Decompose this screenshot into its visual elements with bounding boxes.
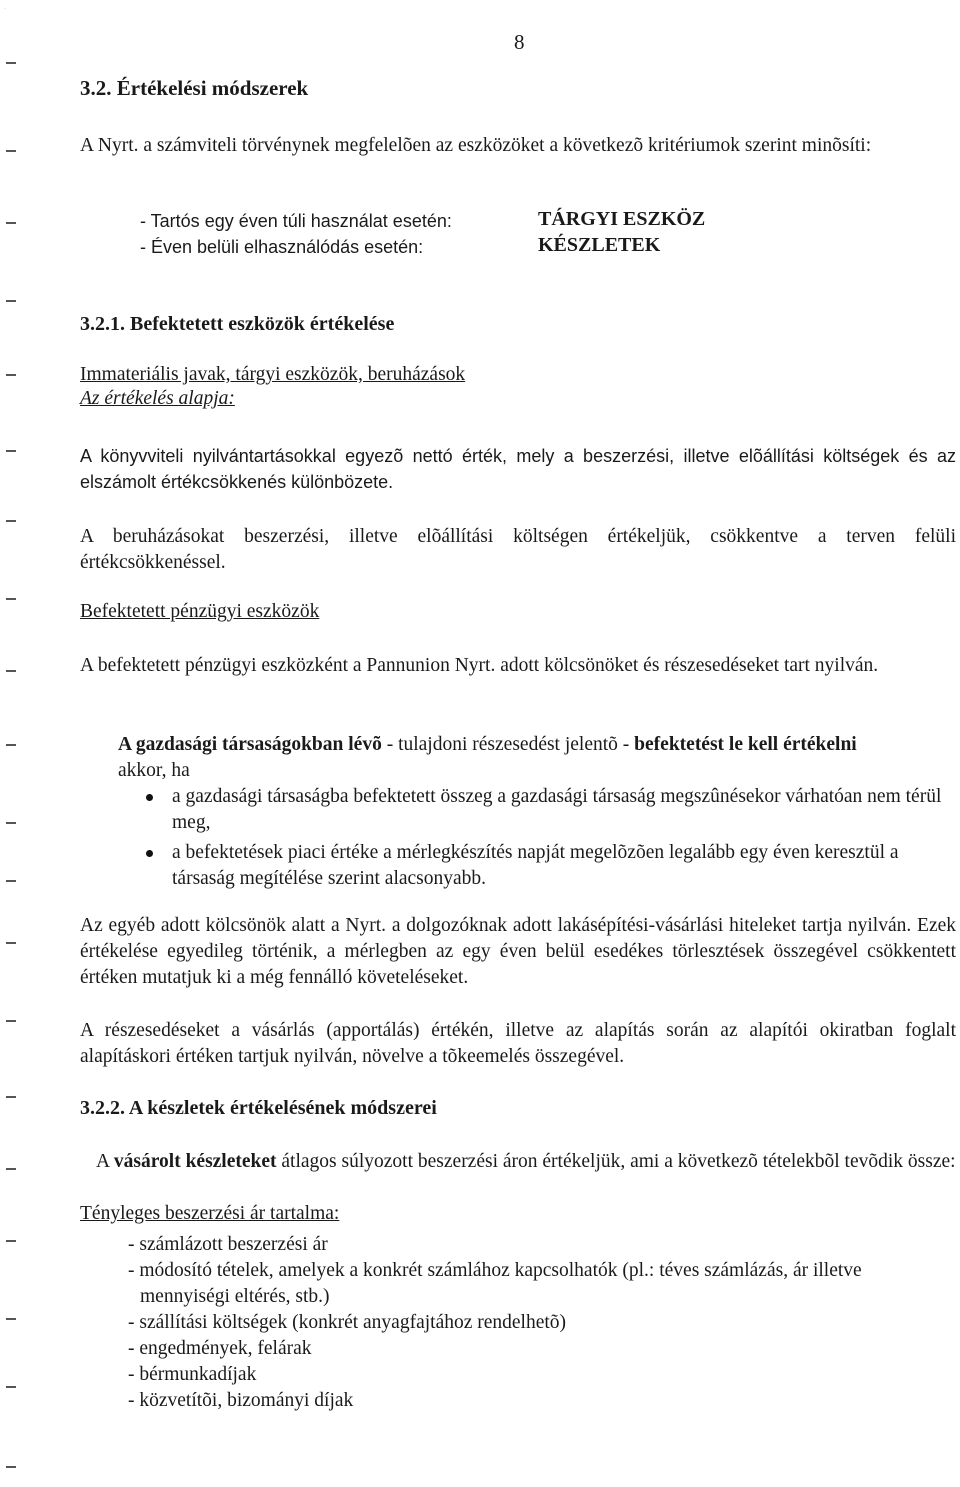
criterion-value-fixed-assets: TÁRGYI ESZKÖZ <box>538 208 706 230</box>
margin-mark <box>6 150 16 152</box>
purchased-inventory-paragraph: A vásárolt készleteket átlagos súlyozott beszerzési áron értékeljük, ami a következõ tételekbõl tevõdik össze: <box>96 1151 956 1172</box>
impairment-condition <box>118 732 958 784</box>
criteria-values <box>538 206 705 258</box>
loans-paragraph: Az egyéb adott kölcsönök alatt a Nyrt. a dolgozóknak adott lakásépítési-vásárlási hiteleket tartja nyilván. Ezek értékelése egyedileg történik, a mérlegben az egy éven belül esedékes törlesztések összegével csökkentett értéken mutatjuk ki a még fennálló követeléseket. <box>80 915 956 988</box>
margin-mark <box>6 822 16 824</box>
margin-mark <box>6 374 16 376</box>
list-item: - engedmények, felárak <box>128 1338 312 1359</box>
list-item: - számlázott beszerzési ár <box>128 1234 328 1255</box>
margin-mark <box>6 300 16 302</box>
margin-mark <box>6 598 16 600</box>
financial-assets-paragraph: A befektetett pénzügyi eszközként a Pannunion Nyrt. adott kölcsönöket és részesedéseket tart nyilván. <box>80 655 879 676</box>
margin-mark <box>6 670 16 672</box>
margin-mark <box>6 1020 16 1022</box>
criterion-value-inventory: KÉSZLETEK <box>538 234 661 256</box>
list-item: - bérmunkadíjak <box>128 1364 257 1385</box>
investments-paragraph: A beruházásokat beszerzési, illetve elõállítási költségen értékeljük, csökkentve a terven felüli értékcsökkenéssel. <box>80 526 956 573</box>
list-item: - szállítási költségek (konkrét anyagfajtához rendelhetõ) <box>128 1312 567 1333</box>
purchased-inventory-bold: vásárolt készleteket <box>113 1151 277 1172</box>
intro-paragraph: A Nyrt. a számviteli törvénynek megfelelõen az eszközöket a következõ kritériumok szerint minõsíti: <box>80 135 872 156</box>
scan-artifact: . <box>4 4 6 11</box>
subsection-title-inventory: 3.2.2. A készletek értékelésének módszerei <box>80 1097 437 1119</box>
margin-mark <box>6 222 16 224</box>
condition-text: - tulajdoni részesedést jelentõ - <box>381 734 635 755</box>
margin-mark <box>6 1318 16 1320</box>
criterion-label-consumable: - Éven belüli elhasználódás esetén: <box>140 237 424 257</box>
margin-mark <box>6 1386 16 1388</box>
criterion-label-durable: - Tartós egy éven túli használat esetén: <box>140 211 452 231</box>
condition-bullet-list <box>146 784 946 896</box>
margin-mark <box>6 942 16 944</box>
financial-assets-heading: Befektetett pénzügyi eszközök <box>80 601 320 622</box>
condition-bold-2: befektetést le kell értékelni <box>634 734 857 755</box>
page-number: 8 <box>514 30 525 54</box>
intangibles-heading: Immateriális javak, tárgyi eszközök, beruházások <box>80 364 466 385</box>
margin-mark <box>6 520 16 522</box>
basis-paragraph: A könyvviteli nyilvántartásokkal egyezõ nettó érték, mely a beszerzési, illetve elõállítási költségek és az elszámolt értékcsökkenés különbözete. <box>80 446 956 492</box>
margin-mark <box>6 450 16 452</box>
subsection-title-fixed-assets: 3.2.1. Befektetett eszközök értékelése <box>80 313 395 335</box>
price-components-list <box>128 1232 862 1414</box>
list-item: mennyiségi eltérés, stb.) <box>140 1286 330 1307</box>
section-title: 3.2. Értékelési módszerek <box>80 76 309 100</box>
basis-heading: Az értékelés alapja: <box>80 388 235 409</box>
margin-mark <box>6 880 16 882</box>
margin-mark <box>6 1096 16 1098</box>
shares-paragraph: A részesedéseket a vásárlás (apportálás) értékén, illetve az alapítás során az alapítói okiratban foglalt alapításkori értéken tartjuk nyilván, növelve a tõkeemelés összegével. <box>80 1020 956 1067</box>
condition-when: akkor, ha <box>118 760 190 781</box>
margin-mark <box>6 62 16 64</box>
list-item: - közvetítõi, bizományi díjak <box>128 1390 354 1411</box>
condition-bold-1: A gazdasági társaságokban lévõ <box>118 734 382 755</box>
actual-price-heading: Tényleges beszerzési ár tartalma: <box>80 1203 340 1224</box>
bullet-icon <box>146 850 153 857</box>
margin-mark <box>6 1466 16 1468</box>
list-item: a befektetések piaci értéke a mérlegkészítés napját megelõzõen legalább egy éven keresztül a társaság megítélése szerint alacsonyabb. <box>146 840 946 892</box>
bullet-icon <box>146 794 153 801</box>
scan-margin-marks <box>0 0 24 1487</box>
criteria-labels <box>140 208 452 260</box>
margin-mark <box>6 744 16 746</box>
margin-mark <box>6 1240 16 1242</box>
list-item: a gazdasági társaságba befektetett összeg a gazdasági társaság megszûnésekor várhatóan nem térül meg, <box>146 784 946 836</box>
list-item: - módosító tételek, amelyek a konkrét számlához kapcsolhatók (pl.: téves számlázás, ár illetve <box>128 1260 862 1281</box>
margin-mark <box>6 1168 16 1170</box>
